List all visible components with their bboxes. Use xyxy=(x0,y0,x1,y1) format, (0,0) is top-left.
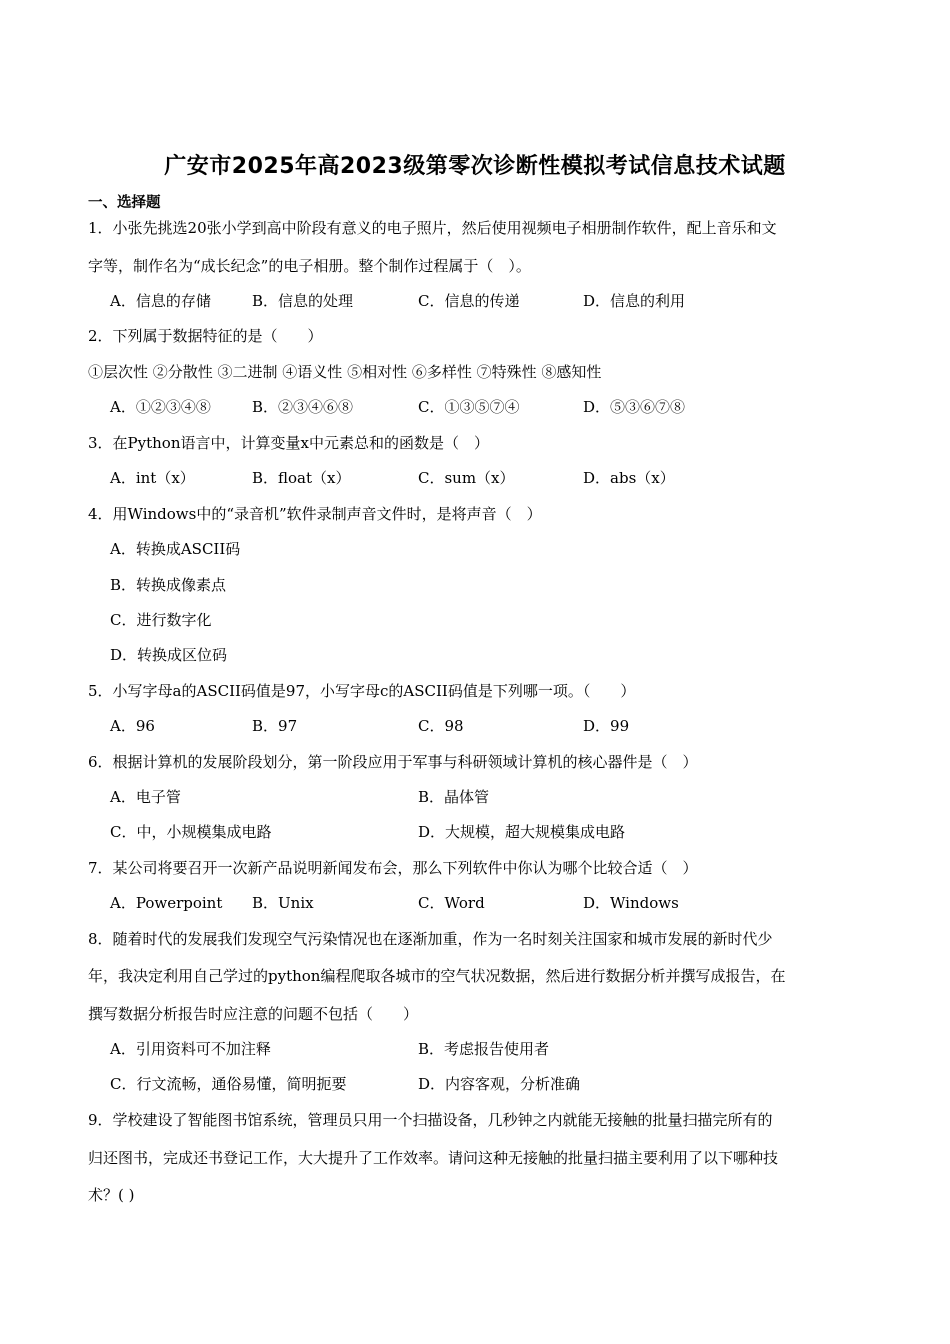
question-8-stem-line-3: 撰写数据分析报告时应注意的问题不包括（ ） xyxy=(88,1005,419,1023)
question-9-stem-line-1: 9．学校建设了智能图书馆系统，管理员只用一个扫描设备，几秒钟之内就能无接触的批量扫描完所有的 xyxy=(88,1111,773,1129)
question-9-stem-line-2: 归还图书，完成还书登记工作，大大提升了工作效率。请问这种无接触的批量扫描主要利用了以下哪种技 xyxy=(88,1149,779,1167)
question-5-stem: 5．小写字母a的ASCII码值是97，小写字母c的ASCII码值是下列哪一项。（ ） xyxy=(88,682,636,700)
question-2-option-c: C．①③⑤⑦④ xyxy=(418,398,520,416)
question-8-stem-line-2: 年，我决定利用自己学过的python编程爬取各城市的空气状况数据，然后进行数据分析并撰写成报告，在 xyxy=(88,967,786,985)
question-1-option-c: C．信息的传递 xyxy=(418,292,520,310)
question-7-option-a: A．Powerpoint xyxy=(110,894,223,912)
question-2-option-d: D．⑤③⑥⑦⑧ xyxy=(583,398,686,416)
question-1-stem-line-1: 1．小张先挑选20张小学到高中阶段有意义的电子照片，然后使用视频电子相册制作软件，配上音乐和文 xyxy=(88,219,777,237)
question-6-stem: 6．根据计算机的发展阶段划分，第一阶段应用于军事与科研领域计算机的核心器件是（ ） xyxy=(88,753,698,771)
question-8-stem-line-1: 8．随着时代的发展我们发现空气污染情况也在逐渐加重，作为一名时刻关注国家和城市发展的新时代少 xyxy=(88,930,773,948)
question-7-option-b: B．Unix xyxy=(252,894,314,912)
question-7-stem: 7．某公司将要召开一次新产品说明新闻发布会，那么下列软件中你认为哪个比较合适（ ） xyxy=(88,859,698,877)
question-3-option-c: C．sum（x） xyxy=(418,469,515,487)
question-6-option-c: C．中，小规模集成电路 xyxy=(110,823,272,841)
question-5-option-b: B．97 xyxy=(252,717,298,735)
question-5-option-d: D．99 xyxy=(583,717,630,735)
question-5-option-c: C．98 xyxy=(418,717,464,735)
question-9-stem-line-3: 术？( ) xyxy=(88,1186,135,1204)
question-8-option-c: C．行文流畅，通俗易懂，简明扼要 xyxy=(110,1075,347,1093)
question-3-option-b: B．float（x） xyxy=(252,469,351,487)
question-5-option-a: A．96 xyxy=(110,717,155,735)
question-2-option-b: B．②③④⑥⑧ xyxy=(252,398,354,416)
question-4-stem: 4．用Windows中的“录音机”软件录制声音文件时，是将声音（ ） xyxy=(88,505,542,523)
question-7-option-c: C．Word xyxy=(418,894,485,912)
question-1-option-a: A．信息的存储 xyxy=(110,292,211,310)
question-7-option-d: D．Windows xyxy=(583,894,679,912)
page-title: 广安市2025年高2023级第零次诊断性模拟考试信息技术试题 xyxy=(164,154,786,179)
question-6-option-a: A．电子管 xyxy=(110,788,181,806)
question-6-option-d: D．大规模，超大规模集成电路 xyxy=(418,823,626,841)
question-1-option-b: B．信息的处理 xyxy=(252,292,354,310)
question-2-option-a: A．①②③④⑧ xyxy=(110,398,211,416)
question-2-stem-line-2: ①层次性 ②分散性 ③二进制 ④语义性 ⑤相对性 ⑥多样性 ⑦特殊性 ⑧感知性 xyxy=(88,363,602,381)
question-3-option-d: D．abs（x） xyxy=(583,469,675,487)
question-3-option-a: A．int（x） xyxy=(110,469,195,487)
section-heading: 一、选择题 xyxy=(88,195,161,211)
question-4-option-d: D．转换成区位码 xyxy=(110,646,228,664)
question-3-stem: 3．在Python语言中，计算变量x中元素总和的函数是（ ） xyxy=(88,434,489,452)
question-2-stem-line-1: 2．下列属于数据特征的是（ ） xyxy=(88,327,323,345)
question-8-option-b: B．考虑报告使用者 xyxy=(418,1040,550,1058)
question-1-stem-line-2: 字等，制作名为“成长纪念”的电子相册。整个制作过程属于（ ）。 xyxy=(88,257,531,275)
question-4-option-c: C．进行数字化 xyxy=(110,611,212,629)
question-8-option-d: D．内容客观，分析准确 xyxy=(418,1075,581,1093)
question-4-option-b: B．转换成像素点 xyxy=(110,576,227,594)
question-1-option-d: D．信息的利用 xyxy=(583,292,686,310)
question-6-option-b: B．晶体管 xyxy=(418,788,490,806)
question-8-option-a: A．引用资料可不加注释 xyxy=(110,1040,271,1058)
question-4-option-a: A．转换成ASCII码 xyxy=(110,540,241,558)
